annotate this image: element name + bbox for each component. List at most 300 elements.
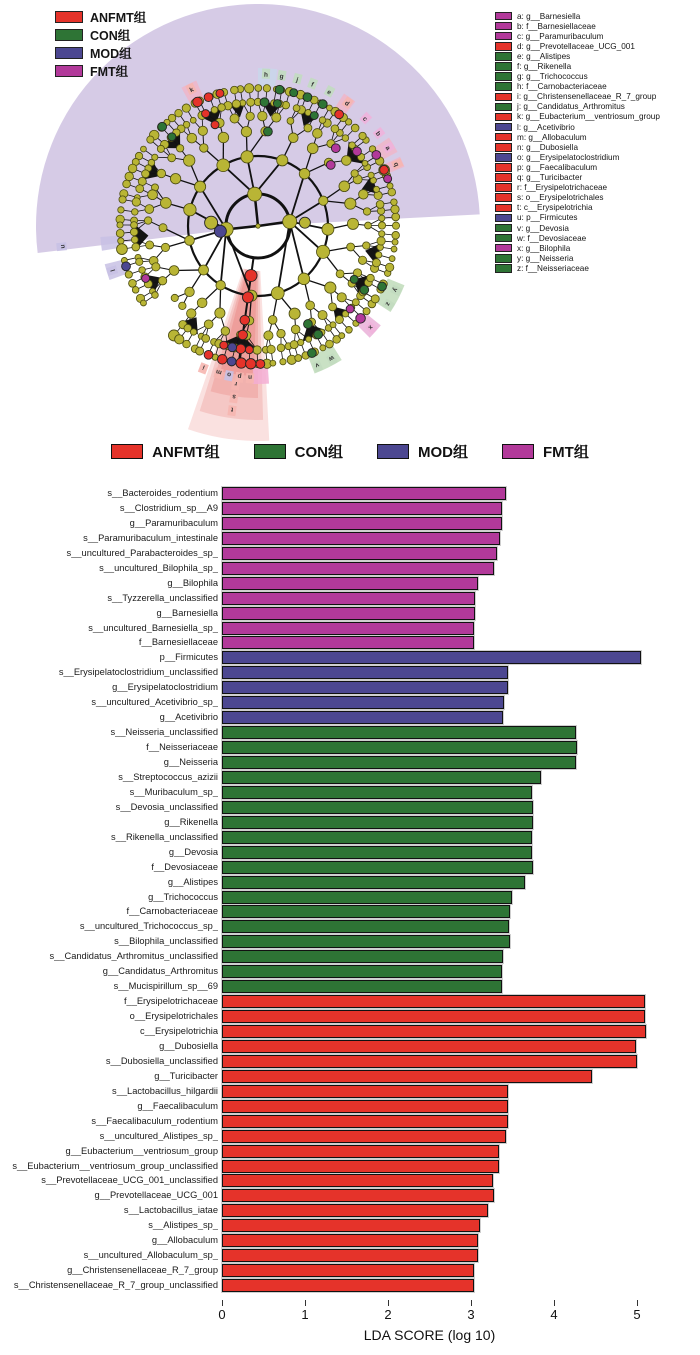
bar [222,726,576,739]
legend-swatch [55,11,83,23]
bar [222,651,641,664]
bar-row [0,980,700,995]
bar-label: f__Carnobacteriaceae [126,906,218,917]
bar-row [0,547,700,562]
taxa-legend-item [495,112,660,122]
taxa-legend-item [495,102,660,112]
legend-label: MOD组 [90,47,132,61]
bar-label: g__Eubacterium__ventriosum_group [65,1145,218,1156]
taxa-legend-item [495,51,660,61]
taxa-legend-item [495,132,660,142]
taxa-legend-item [495,233,660,243]
taxa-legend-label: l: g__Acetivibrio [517,122,575,132]
svg-text:l: l [109,268,118,273]
bar-row [0,741,700,756]
bar-row [0,756,700,771]
svg-text:o: o [226,370,232,379]
legend-item [55,62,146,80]
bar-row [0,831,700,846]
cladogram-taxa-legend [495,11,660,273]
taxa-legend-swatch [495,133,512,142]
bar [222,876,525,889]
bar [222,1160,499,1173]
bar-label: s__Eubacterium__ventriosum_group_unclassified [12,1160,218,1171]
taxa-legend-label: d: g__Prevotellaceae_UCG_001 [517,41,635,51]
bar-label: g__Paramuribaculum [129,517,218,528]
bar [222,487,506,500]
bar-row [0,1160,700,1175]
svg-text:x: x [366,323,375,331]
bar-label: g__Christensenellaceae_R_7_group [67,1265,218,1276]
bar-row [0,636,700,651]
bar-row [0,681,700,696]
bar [222,741,577,754]
bar-label: s__uncultured_Trichococcus_sp_ [79,921,218,932]
bar-label: s__uncultured_Acetivibrio_sp_ [91,697,218,708]
bar [222,547,497,560]
bar-label: g__Barnesiella [156,607,218,618]
taxa-legend-label: r: f__Erysipelotrichaceae [517,183,608,193]
bar [222,1025,646,1038]
bar [222,1145,499,1158]
bar-row [0,502,700,517]
bar-label: f__Neisseriaceae [146,742,218,753]
taxa-legend-item [495,92,660,102]
bar-label: s__Candidatus_Arthromitus_unclassified [49,951,218,962]
legend-swatch [55,29,83,41]
taxa-legend-item [495,152,660,162]
axis-tick [471,1300,472,1306]
svg-text:w: w [327,353,336,363]
taxa-legend-label: f: g__Rikenella [517,62,572,72]
legend-label: ANFMT组 [152,444,220,461]
axis-tick [637,1300,638,1306]
svg-text:e: e [325,88,333,97]
bar-row [0,1249,700,1264]
bar-label: o__Erysipelotrichales [129,1011,218,1022]
svg-text:b: b [373,130,382,138]
bar-label: s__uncultured_Allobaculum_sp_ [83,1250,218,1261]
taxa-legend-label: b: f__Barnesiellaceae [517,21,596,31]
bar-row [0,517,700,532]
bar-row [0,905,700,920]
bar [222,846,532,859]
bar-row [0,950,700,965]
bar-label: s__Christensenellaceae_R_7_group_unclassified [13,1280,218,1291]
legend-item [502,441,589,462]
taxa-legend-swatch [495,153,512,162]
svg-text:u: u [59,244,67,249]
bar [222,636,474,649]
bar [222,577,478,590]
taxa-legend-swatch [495,264,512,273]
bar-row [0,1025,700,1040]
taxa-legend-item [495,183,660,193]
bar-label: s__Lactobacillus_hilgardii [112,1085,218,1096]
svg-text:s: s [231,392,237,401]
bar [222,592,475,605]
taxa-legend-swatch [495,82,512,91]
bar [222,562,494,575]
svg-text:m: m [215,367,223,376]
taxa-legend-swatch [495,72,512,81]
taxa-legend-item [495,203,660,213]
taxa-legend-swatch [495,244,512,253]
taxa-legend-swatch [495,113,512,122]
legend-item [55,44,146,62]
legend-item [55,8,146,26]
taxa-legend-swatch [495,123,512,132]
bar-row [0,1279,700,1294]
bar-label: s__Neisseria_unclassified [110,727,218,738]
bar-row [0,1115,700,1130]
rim-letter-i [198,362,209,374]
bar-row [0,995,700,1010]
taxa-legend-label: u: p__Firmicutes [517,213,578,223]
bar-row [0,891,700,906]
legend-item [377,441,468,462]
bar-row [0,487,700,502]
bar [222,1264,474,1277]
taxa-legend-label: v: g__Devosia [517,223,569,233]
taxa-legend-item [495,162,660,172]
taxa-legend-swatch [495,103,512,112]
bar [222,666,508,679]
legend-label: MOD组 [418,444,468,461]
legend-item [55,26,146,44]
taxa-legend-label: g: g__Trichococcus [517,72,588,82]
taxa-legend-label: t: c__Erysipelotrichia [517,203,593,213]
taxa-legend-label: k: g__Eubacterium__ventriosum_group [517,112,660,122]
taxa-legend-label: e: g__Alistipes [517,51,571,61]
legend-label: CON组 [294,444,343,461]
axis-tick [388,1300,389,1306]
bar-label: s__Erysipelatoclostridium_unclassified [58,667,218,678]
rim-letter-t [227,405,236,416]
bar-label: g__Prevotellaceae_UCG_001 [94,1190,218,1201]
svg-text:t: t [230,405,234,413]
bar-row [0,861,700,876]
bar-chart-legend [0,441,700,462]
bar-row [0,1234,700,1249]
svg-text:y: y [390,286,399,293]
bar-row [0,711,700,726]
taxa-legend-item [495,213,660,223]
svg-text:c: c [361,115,369,123]
bar-row [0,1189,700,1204]
bar [222,502,502,515]
bar-label: g__Candidatus_Arthromitus [102,966,218,977]
svg-text:n: n [247,373,253,381]
svg-text:g: g [279,73,285,81]
bar-label: g__Alistipes [167,876,218,887]
bar-row [0,651,700,666]
bar [222,920,509,933]
svg-text:j: j [295,76,299,84]
bar-row [0,1145,700,1160]
bar-label: g__Dubosiella [159,1040,218,1051]
legend-label: FMT组 [543,444,589,461]
bar-row [0,1130,700,1145]
bar-row [0,666,700,681]
bar-label: s__uncultured_Barnesiella_sp_ [88,622,218,633]
bar-row [0,1055,700,1070]
bar-row [0,1174,700,1189]
bar [222,517,502,530]
legend-swatch [55,47,83,59]
taxa-legend-swatch [495,193,512,202]
taxa-legend-label: n: g__Dubosiella [517,142,578,152]
svg-text:k: k [188,86,195,95]
taxa-legend-label: z: f__Neisseriaceae [517,263,589,273]
bar [222,995,645,1008]
bar-label: g__Devosia [168,846,218,857]
bar-row [0,1070,700,1085]
taxa-legend-swatch [495,204,512,213]
bar [222,696,504,709]
bar-label: s__Devosia_unclassified [115,801,218,812]
bar [222,980,502,993]
taxa-legend-label: y: g__Neisseria [517,253,574,263]
svg-text:v: v [313,361,321,369]
bar [222,771,541,784]
bar-label: g__Rikenella [164,816,218,827]
bar [222,1279,474,1292]
bar [222,831,532,844]
bar-label: s__Rikenella_unclassified [111,831,218,842]
bar [222,861,533,874]
bar-label: s__uncultured_Bilophila_sp_ [99,562,218,573]
x-axis-title: LDA SCORE (log 10) [363,1327,496,1343]
bar-label: g__Faecalibaculum [137,1100,218,1111]
taxa-legend-swatch [495,93,512,102]
axis-tick-label: 3 [467,1307,475,1322]
legend-label: CON组 [90,29,131,43]
bar [222,607,475,620]
bar-label: s__Muribaculum_sp_ [129,786,218,797]
taxa-legend-item [495,243,660,253]
bar-label: s__Clostridium_sp__A9 [119,502,218,513]
taxa-legend-item [495,223,660,233]
bar-label: f__Barnesiellaceae [138,637,218,648]
taxa-legend-label: j: g__Candidatus_Arthromitus [517,102,625,112]
taxa-legend-item [495,61,660,71]
bar-row [0,562,700,577]
bar-label: g__Acetivibrio [159,712,218,723]
bar-row [0,786,700,801]
taxa-legend-item [495,173,660,183]
taxa-legend-swatch [495,52,512,61]
taxa-legend-label: m: g__Allobaculum [517,132,587,142]
svg-text:d: d [343,99,351,108]
rim-letter-h [262,69,271,79]
bar-row [0,846,700,861]
bar-label: s__Bacteroides_rodentium [107,488,218,498]
bar-row [0,1085,700,1100]
bar-label: g__Trichococcus [148,891,218,902]
bar-row [0,1204,700,1219]
taxa-legend-swatch [495,173,512,182]
rim-letter-r [231,379,240,390]
taxa-legend-label: o: g__Erysipelatoclostridium [517,152,620,162]
bar [222,1100,508,1113]
taxa-legend-item [495,253,660,263]
bar-row [0,726,700,741]
cladogram-group-legend [55,8,146,80]
bar [222,532,500,545]
axis-tick-label: 2 [384,1307,392,1322]
taxa-legend-label: q: g__Turicibacter [517,173,583,183]
bar [222,1070,592,1083]
axis-tick-label: 5 [633,1307,641,1322]
bar-row [0,816,700,831]
bar-label: g__Turicibacter [154,1070,218,1081]
svg-text:h: h [263,71,269,79]
bar-label: s__Faecalibaculum_rodentium [91,1115,218,1126]
taxa-legend-label: w: f__Devosiaceae [517,233,587,243]
bar [222,935,510,948]
taxa-legend-swatch [495,12,512,21]
bar [222,891,512,904]
svg-text:q: q [391,161,400,168]
taxa-legend-swatch [495,214,512,223]
taxa-legend-swatch [495,163,512,172]
taxa-legend-item [495,41,660,51]
bar [222,786,532,799]
taxa-legend-item [495,21,660,31]
bar [222,1204,488,1217]
bar-label: g__Allobaculum [151,1235,218,1246]
bar-row [0,801,700,816]
bar [222,1219,480,1232]
bar-row [0,607,700,622]
taxa-legend-swatch [495,143,512,152]
bar-label: p__Firmicutes [159,652,218,663]
axis-tick-label: 0 [218,1307,226,1322]
axis-tick [222,1300,223,1306]
bar-label: s__Mucispirillum_sp__69 [113,981,218,992]
bar [222,756,576,769]
bar-label: s__Alistipes_sp_ [148,1220,218,1231]
taxa-legend-swatch [495,234,512,243]
bar-row [0,1219,700,1234]
taxa-legend-item [495,263,660,273]
bar [222,905,510,918]
bar-label: s__Prevotellaceae_UCG_001_unclassified [41,1175,218,1186]
axis-tick-label: 1 [301,1307,309,1322]
taxa-legend-label: c: g__Paramuribaculum [517,31,604,41]
taxa-legend-label: i: g__Christensenellaceae_R_7_group [517,92,657,102]
bar-row [0,876,700,891]
taxa-legend-item [495,193,660,203]
bar-label: g__Neisseria [163,757,218,767]
bar-row [0,920,700,935]
bar-label: s__Bilophila_unclassified [114,936,218,947]
legend-swatch [502,444,534,459]
bar-row [0,771,700,786]
legend-swatch [111,444,143,459]
bar-row [0,1264,700,1279]
bar-label: s__Paramuribaculum_intestinale [83,532,218,543]
bar-row [0,1100,700,1115]
rim-letter-g [277,70,286,81]
bar [222,801,533,814]
x-axis [0,1294,700,1355]
svg-text:f: f [309,81,315,89]
taxa-legend-item [495,142,660,152]
bar-label: c__Erysipelotrichia [139,1026,218,1036]
svg-text:r: r [234,379,238,388]
axis-tick-label: 4 [550,1307,558,1322]
bar-label: s__Streptococcus_azizii [118,771,218,782]
taxa-legend-item [495,82,660,92]
bar [222,1040,636,1053]
taxa-legend-swatch [495,22,512,31]
bar [222,1174,493,1187]
taxa-legend-label: x: g__Bilophila [517,243,571,253]
bar [222,1055,637,1068]
bar-row [0,696,700,711]
legend-swatch [254,444,286,459]
bar [222,711,503,724]
rim-letter-n [246,373,255,383]
bar-row [0,592,700,607]
axis-tick [554,1300,555,1306]
bar [222,965,502,978]
bar-label: f__Erysipelotrichaceae [123,996,218,1007]
taxa-legend-item [495,72,660,82]
taxa-legend-label: h: f__Carnobacteriaceae [517,82,607,92]
bar [222,1115,508,1128]
bar-label: s__uncultured_Parabacteroides_sp_ [66,547,218,558]
lda-bar-chart [0,487,700,1294]
legend-swatch [377,444,409,459]
bar-row [0,577,700,592]
bar [222,1249,478,1262]
bar [222,1189,494,1202]
taxa-legend-item [495,31,660,41]
bar [222,816,533,829]
svg-text:z: z [383,300,392,307]
bar-label: f__Devosiaceae [151,861,218,872]
bar-label: s__Lactobacillus_iatae [123,1205,218,1216]
svg-text:p: p [237,372,243,380]
taxa-legend-item [495,11,660,21]
legend-item [254,441,343,462]
bar-label: s__Dubosiella_unclassified [105,1055,218,1066]
legend-label: FMT组 [90,65,129,79]
bar [222,1234,478,1247]
bar-row [0,935,700,950]
bar-row [0,622,700,637]
rim-letter-s [229,392,238,403]
taxa-legend-label: s: o__Erysipelotrichales [517,193,604,203]
legend-swatch [55,65,83,77]
axis-tick [305,1300,306,1306]
bar-label: g__Bilophila [167,577,218,588]
bar-label: g__Erysipelatoclostridium [112,682,218,693]
bar-row [0,1040,700,1055]
taxa-legend-swatch [495,224,512,233]
bar-row [0,1010,700,1025]
taxa-legend-item [495,122,660,132]
taxa-legend-swatch [495,183,512,192]
bar-label: s__Tyzzerella_unclassified [107,592,218,603]
legend-item [111,441,220,462]
taxa-legend-swatch [495,42,512,51]
bar [222,622,474,635]
taxa-legend-swatch [495,32,512,41]
